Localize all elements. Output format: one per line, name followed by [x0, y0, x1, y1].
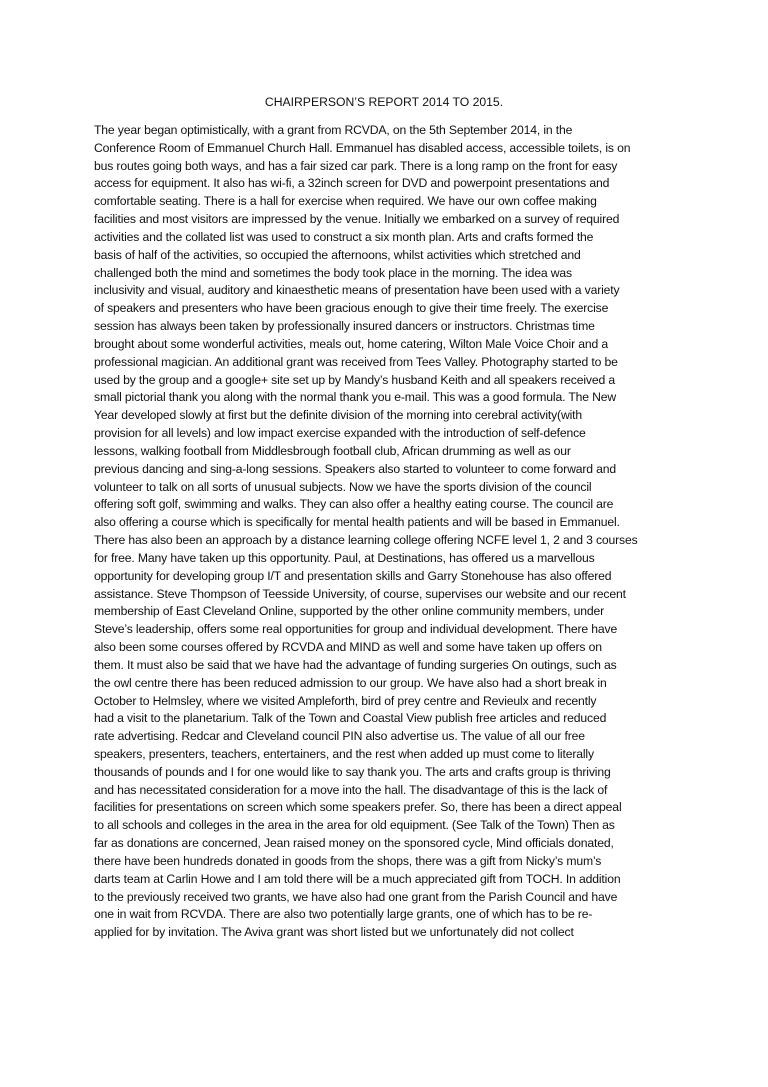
text-line: thousands of pounds and I for one would like to say thank you. The arts and crafts group is thriving [94, 764, 611, 779]
text-line: access for equipment. It also has wi-fi, a 32inch screen for DVD and powerpoint presentations and [94, 176, 610, 191]
text-line: Conference Room of Emmanuel Church Hall. Emmanuel has disabled access, accessible toilets, is on [94, 140, 631, 155]
text-line: comfortable seating. There is a hall for exercise when required. We have our own coffee making [94, 194, 597, 209]
text-line: one in wait from RCVDA. There are also two potentially large grants, one of which has to be re- [94, 907, 593, 922]
text-line: speakers, presenters, teachers, entertainers, and the rest when added up must come to literally [94, 746, 594, 761]
text-line: far as donations are concerned, Jean raised money on the sponsored cycle, Mind officials donated, [94, 836, 614, 851]
text-line: applied for by invitation. The Aviva grant was short listed but we unfortunately did not collect [94, 925, 574, 940]
text-line: rate advertising. Redcar and Cleveland council PIN also advertise us. The value of all our free [94, 729, 585, 744]
text-line: darts team at Carlin Howe and I am told there will be a much appreciated gift from TOCH. In addition [94, 871, 621, 886]
text-line: used by the group and a google+ site set up by Mandy’s husband Keith and all speakers received a [94, 372, 615, 387]
text-line: previous dancing and sing-a-long sessions. Speakers also started to volunteer to come forward and [94, 461, 617, 476]
text-line: session has always been taken by professionally insured dancers or instructors. Christmas time [94, 319, 595, 334]
text-line: membership of East Cleveland Online, supported by the other online community members, under [94, 604, 605, 619]
text-line: lessons, walking football from Middlesbrough football club, African drumming as well as our [94, 443, 571, 458]
text-line: had a visit to the planetarium. Talk of the Town and Coastal View publish free articles and reduced [94, 711, 607, 726]
text-line: them. It must also be said that we have had the advantage of funding surgeries On outings, such as [94, 657, 617, 672]
text-line: October to Helmsley, where we visited Ampleforth, bird of prey centre and Revieulx and recently [94, 693, 597, 708]
text-line: there have been hundreds donated in goods from the shops, there was a gift from Nicky’s mum’s [94, 853, 602, 868]
text-line: professional magician. An additional grant was received from Tees Valley. Photography started to be [94, 354, 618, 369]
text-line: also been some courses offered by RCVDA and MIND as well and some have taken up offers on [94, 640, 602, 655]
text-line: small pictorial thank you along with the normal thank you e-mail. This was a good formula. The New [94, 390, 617, 405]
text-line: to the previously received two grants, we have also had one grant from the Parish Council and have [94, 889, 618, 904]
text-line: basis of half of the activities, so occupied the afternoons, whilst activities which stretched and [94, 247, 581, 262]
text-line: facilities and most visitors are impressed by the venue. Initially we embarked on a survey of required [94, 212, 620, 227]
text-line: Steve’s leadership, offers some real opportunities for group and individual development. There have [94, 622, 618, 637]
text-line: offering soft golf, swimming and walks. They can also offer a healthy eating course. The council are [94, 497, 614, 512]
text-line: assistance. Steve Thompson of Teesside University, of course, supervises our website and our recent [94, 586, 626, 601]
text-line: There has also been an approach by a distance learning college offering NCFE level 1, 2 and 3 courses [94, 533, 638, 548]
text-line: facilities for presentations on screen which some speakers prefer. So, there has been a direct appeal [94, 800, 622, 815]
text-line: and has necessitated consideration for a move into the hall. The disadvantage of this is the lack of [94, 782, 608, 797]
text-line: of speakers and presenters who have been gracious enough to give their time freely. The exercise [94, 301, 609, 316]
text-line: also offering a course which is specifically for mental health patients and will be based in Emmanuel. [94, 515, 620, 530]
text-line: brought about some wonderful activities, meals out, home catering, Wilton Male Voice Choir and a [94, 336, 609, 351]
text-line: provision for all levels) and low impact exercise expanded with the introduction of self-defence [94, 426, 586, 441]
text-line: volunteer to talk on all sorts of unusual subjects. Now we have the sports division of the council [94, 479, 592, 494]
text-line: The year began optimistically, with a grant from RCVDA, on the 5th September 2014, in the [94, 123, 573, 137]
text-line: the owl centre there has been reduced admission to our group. We have also had a short break in [94, 675, 607, 690]
text-line: bus routes going both ways, and has a fair sized car park. There is a long ramp on the front for easy [94, 158, 618, 173]
text-line: for free. Many have taken up this opportunity. Paul, at Destinations, has offered us a marvellous [94, 550, 595, 565]
text-line: inclusivity and visual, auditory and kinaesthetic means of presentation have been used with a variety [94, 283, 620, 298]
text-line: to all schools and colleges in the area in the area for old equipment. (See Talk of the Town) Then as [94, 818, 615, 833]
text-line: activities and the collated list was used to construct a six month plan. Arts and crafts formed the [94, 229, 594, 244]
report-title: CHAIRPERSON’S REPORT 2014 TO 2015. [264, 95, 504, 109]
text-line: Year developed slowly at first but the definite division of the morning into cerebral activity(with [94, 408, 583, 423]
text-line: opportunity for developing group I/T and presentation skills and Garry Stonehouse has also offered [94, 568, 612, 583]
report-body [94, 122, 680, 942]
text-line: challenged both the mind and sometimes the body took place in the morning. The idea was [94, 265, 572, 280]
